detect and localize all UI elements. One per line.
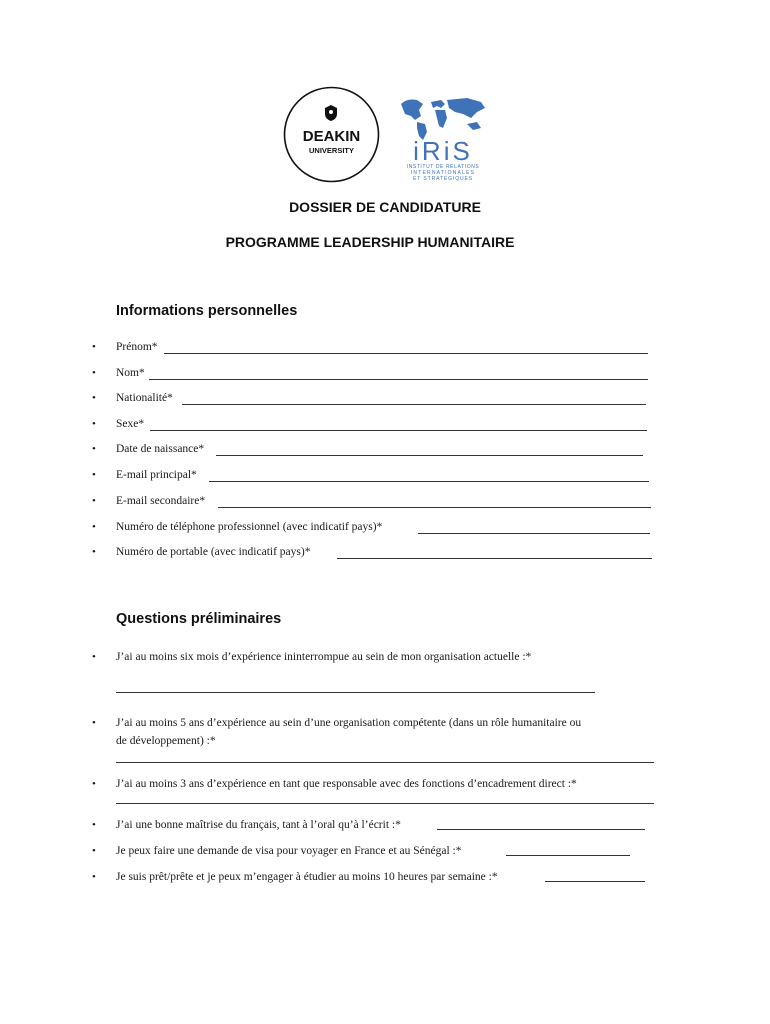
answer-line[interactable] [437, 829, 645, 830]
date-naissance-input-line[interactable] [216, 455, 643, 456]
bullet-icon: • [92, 495, 96, 507]
answer-line[interactable] [116, 803, 654, 804]
bullet-icon: • [92, 819, 96, 831]
email-secondaire-input-line[interactable] [218, 507, 651, 508]
document-title: DOSSIER DE CANDIDATURE [289, 199, 481, 215]
field-label: E-mail secondaire* [116, 495, 206, 507]
logos-header [283, 86, 493, 186]
bullet-icon: • [92, 651, 96, 663]
nationalite-input-line[interactable] [182, 404, 646, 405]
question-text: Je peux faire une demande de visa pour voyager en France et au Sénégal :* [116, 845, 462, 857]
answer-line[interactable] [116, 692, 595, 693]
field-label: Numéro de portable (avec indicatif pays)* [116, 546, 311, 558]
email-principal-input-line[interactable] [209, 481, 649, 482]
bullet-icon: • [92, 521, 96, 533]
field-label: Sexe* [116, 418, 145, 430]
bullet-icon: • [92, 845, 96, 857]
bullet-icon: • [92, 418, 96, 430]
bullet-icon: • [92, 341, 96, 353]
field-label: Nationalité* [116, 392, 173, 404]
iris-logo [397, 96, 489, 182]
questions-heading: Questions préliminaires [116, 611, 282, 627]
question-text: J’ai au moins 3 ans d’expérience en tant que responsable avec des fonctions d’encadrement direct :* [116, 778, 577, 790]
bullet-icon: • [92, 546, 96, 558]
bullet-icon: • [92, 469, 96, 481]
bullet-icon: • [92, 871, 96, 883]
question-text: J’ai une bonne maîtrise du français, tant à l’oral qu’à l’écrit :* [116, 819, 401, 831]
prenom-input-line[interactable] [164, 353, 648, 354]
nom-input-line[interactable] [149, 379, 648, 380]
world-map-icon [401, 98, 485, 140]
field-label: Numéro de téléphone professionnel (avec indicatif pays)* [116, 521, 383, 533]
deakin-line2: UNIVERSITY [308, 146, 355, 155]
iris-wordmark: iRiS [413, 136, 473, 166]
question-text: J’ai au moins six mois d’expérience ininterrompue au sein de mon organisation actuelle :* [116, 651, 532, 663]
field-label: Date de naissance* [116, 443, 205, 455]
deakin-line1: DEAKIN [302, 128, 361, 145]
bullet-icon: • [92, 443, 96, 455]
deakin-university-logo [283, 86, 380, 183]
answer-line[interactable] [506, 855, 630, 856]
question-text: Je suis prêt/prête et je peux m’engager à étudier au moins 10 heures par semaine :* [116, 871, 498, 883]
bullet-icon: • [92, 367, 96, 379]
bullet-icon: • [92, 717, 96, 729]
answer-line[interactable] [545, 881, 645, 882]
svg-text:INSTITUT DE RELATIONS: INSTITUT DE RELATIONS [406, 164, 480, 170]
svg-text:INTERNATIONALES: INTERNATIONALES [410, 170, 476, 176]
answer-line[interactable] [116, 762, 654, 763]
portable-input-line[interactable] [337, 558, 652, 559]
bullet-icon: • [92, 778, 96, 790]
document-subtitle: PROGRAMME LEADERSHIP HUMANITAIRE [225, 234, 515, 250]
field-label: Prénom* [116, 341, 158, 353]
bullet-icon: • [92, 392, 96, 404]
question-text: J’ai au moins 5 ans d’expérience au sein d’une organisation compétente (dans un rôle humanitaire ou [116, 717, 582, 729]
svg-text:ET STRATÉGIQUES: ET STRATÉGIQUES [413, 176, 473, 182]
field-label: Nom* [116, 367, 145, 379]
field-label: E-mail principal* [116, 469, 197, 481]
personal-info-heading: Informations personnelles [116, 303, 298, 319]
question-text: de développement) :* [116, 735, 216, 747]
tel-pro-input-line[interactable] [418, 533, 650, 534]
sexe-input-line[interactable] [150, 430, 647, 431]
